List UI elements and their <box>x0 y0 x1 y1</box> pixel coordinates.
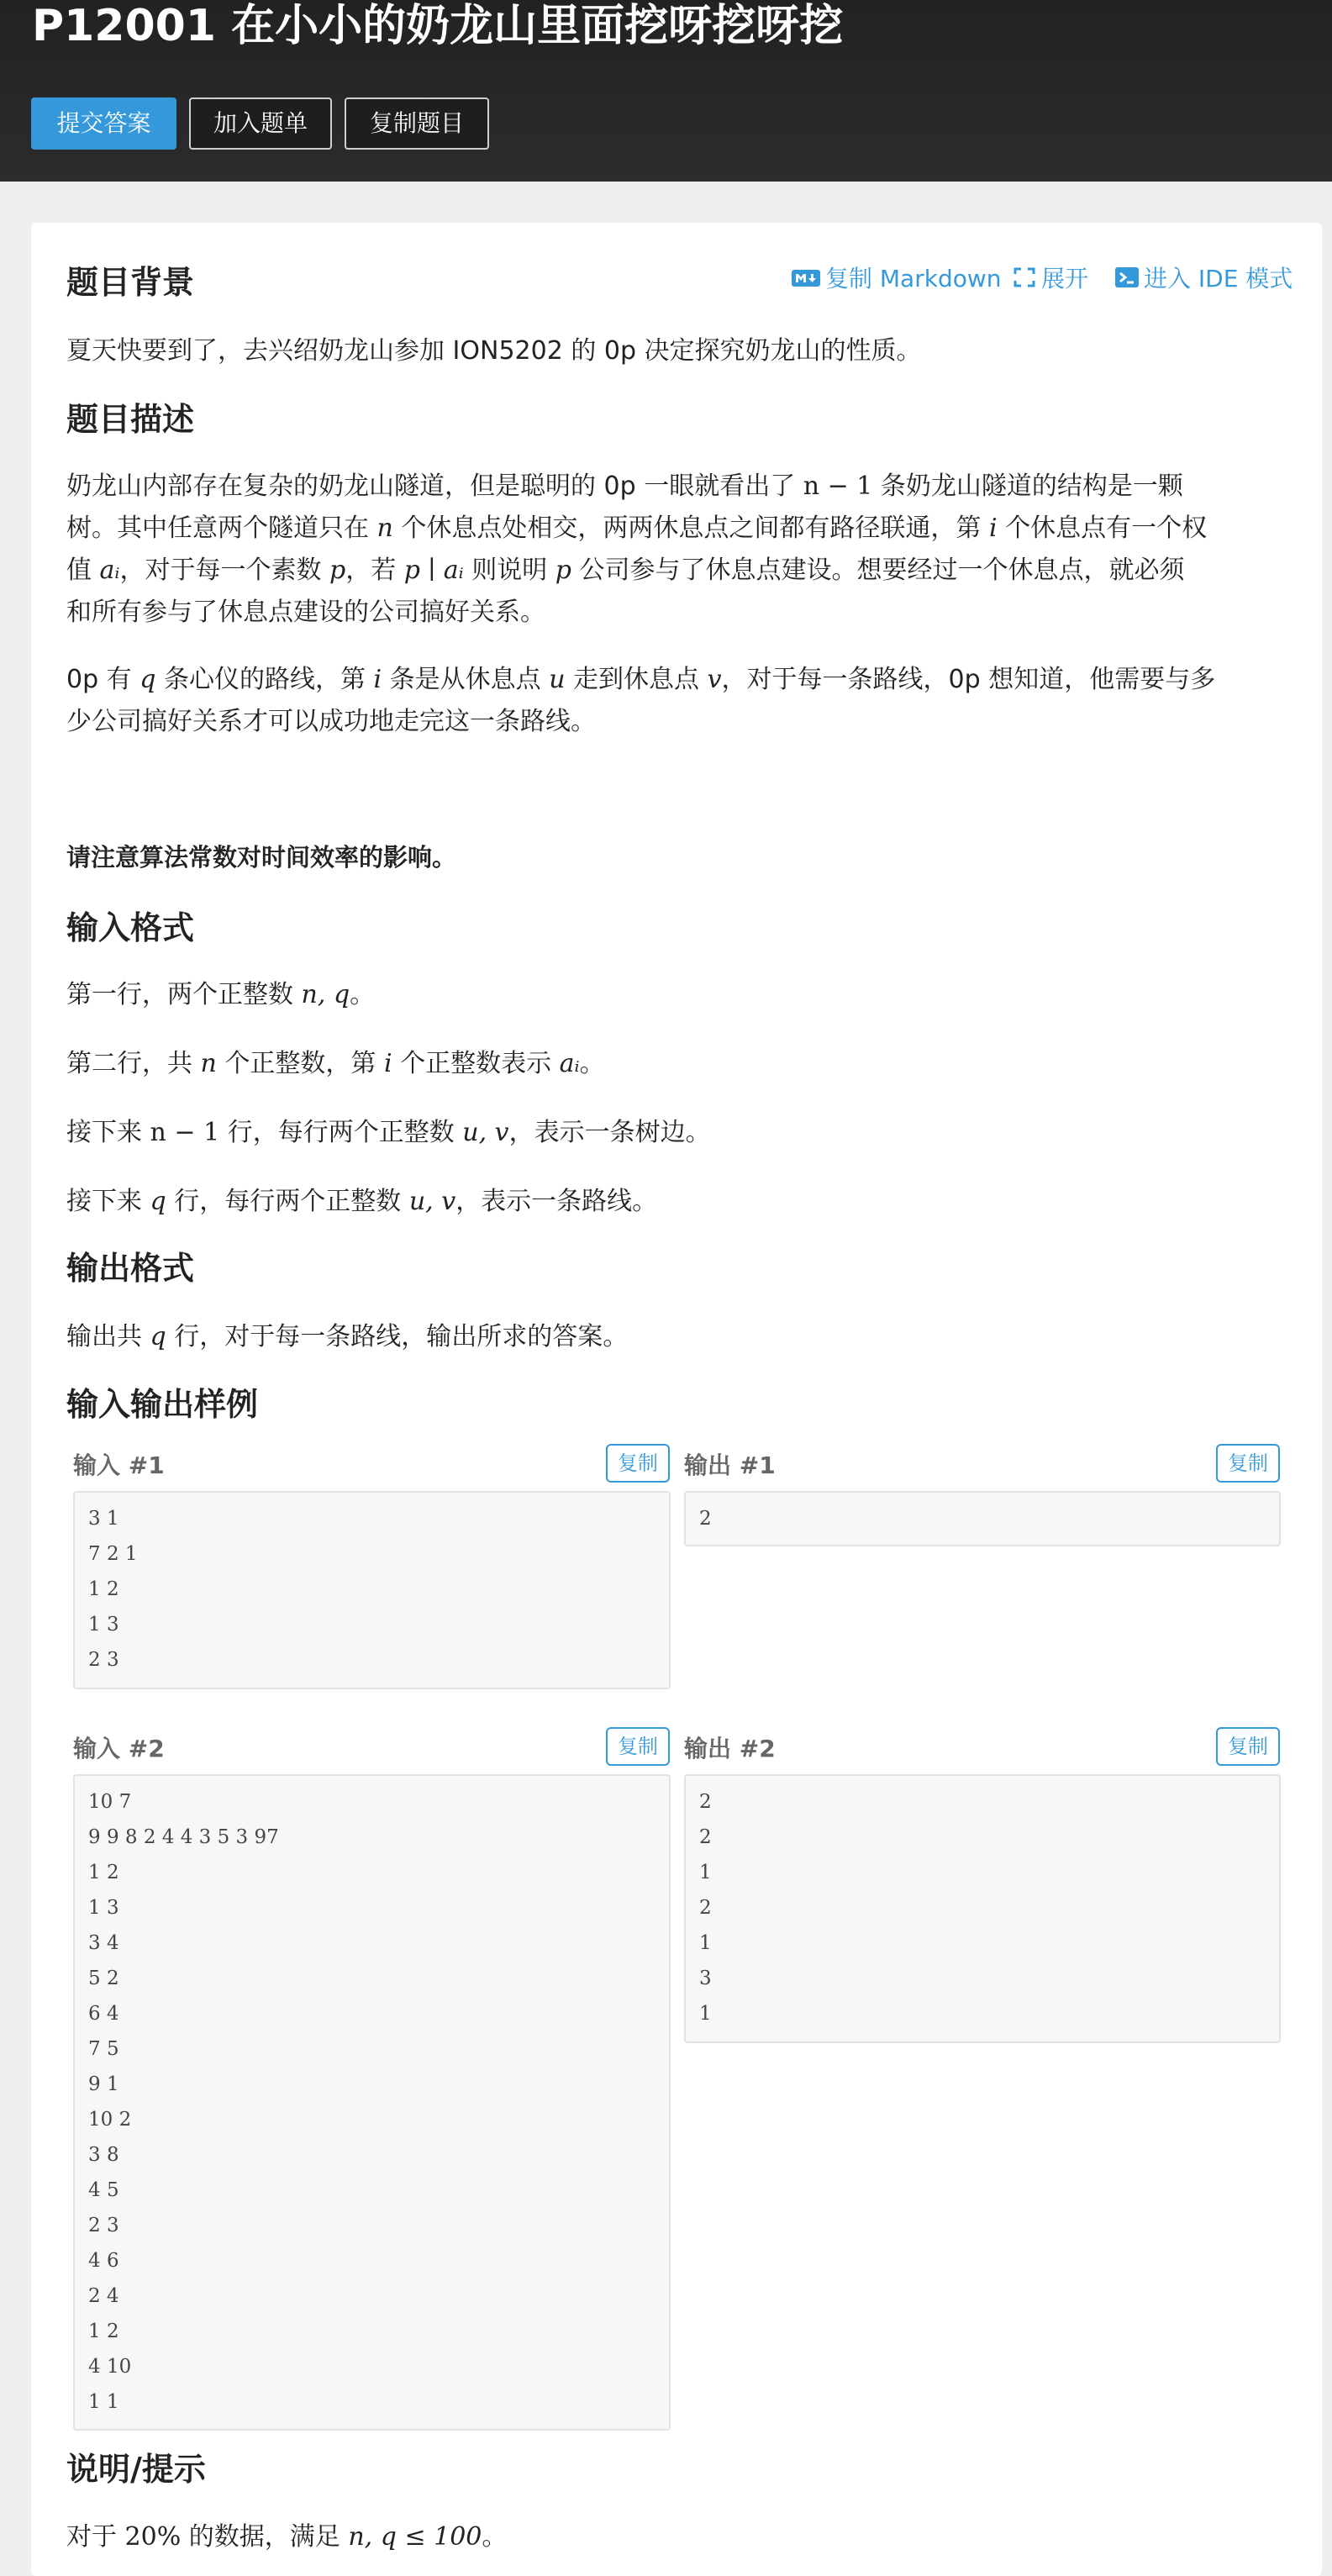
text: 接下来 <box>66 1187 150 1216</box>
text: 值 <box>66 556 100 585</box>
sample-output-1-label: 输出 #1 <box>684 1451 776 1479</box>
text: 树。其中任意两个隧道只在 <box>66 514 377 543</box>
text: 条心仪的路线，第 <box>155 665 374 694</box>
text: 公司参与了休息点建设。想要经过一个休息点，就必须 <box>571 556 1185 585</box>
math: n <box>200 1049 217 1078</box>
sample-line: 7 5 <box>88 2038 119 2060</box>
input-format-line <box>66 1180 1285 1217</box>
problem-header <box>0 0 1332 182</box>
sample-input-2-label: 输入 #2 <box>73 1735 165 1762</box>
text: 。 <box>482 2522 508 2552</box>
sample-line: 2 3 <box>88 1649 119 1671</box>
text: 个正整数表示 <box>392 1049 560 1078</box>
text: ，表示一条树边。 <box>508 1118 711 1147</box>
math: u, v <box>462 1118 509 1147</box>
math: n, q <box>301 980 350 1009</box>
background-text: 夏天快要到了，去兴绍奶龙山参加 ION5202 的 0p 决定探究奶龙山的性质。 <box>66 336 922 366</box>
sample-line: 4 10 <box>88 2356 132 2378</box>
math: q <box>150 1187 166 1216</box>
text: 接下来 <box>66 1118 150 1147</box>
math: 20% <box>124 2522 182 2552</box>
copy-problem-button[interactable]: 复制题目 <box>345 97 489 150</box>
math: p ∣ aᵢ <box>403 556 464 585</box>
text: 对于 <box>66 2522 125 2552</box>
sample-line: 2 <box>699 1897 712 1919</box>
sample-line: 7 2 1 <box>88 1543 138 1565</box>
copy-markdown-label: 复制 Markdown <box>825 265 1002 292</box>
math: i <box>988 514 998 543</box>
sample-line: 1 2 <box>88 2321 119 2342</box>
text: 输出共 <box>66 1322 150 1351</box>
text: 则说明 <box>463 556 555 585</box>
sample-line: 2 <box>699 1791 712 1813</box>
hint-line <box>66 2515 1285 2552</box>
sample-line: 1 <box>699 1932 712 1954</box>
sample-line: 3 1 <box>88 1508 119 1530</box>
text: 走到休息点 <box>565 665 708 694</box>
math: v <box>707 665 722 694</box>
section-heading-background: 题目背景 <box>66 264 195 301</box>
description-line <box>66 507 1285 544</box>
description-line: 少公司搞好关系才可以成功地走完这一条路线。 <box>66 707 596 736</box>
copy-output-1-button[interactable]: 复制 <box>1216 1444 1280 1483</box>
math: n − 1 <box>150 1118 220 1147</box>
text: 奶龙山内部存在复杂的奶龙山隧道，但是聪明的 0p 一眼就看出了 <box>66 471 803 501</box>
text: 个正整数，第 <box>216 1049 384 1078</box>
expand-label: 展开 <box>1041 265 1089 292</box>
text: 个休息点有一个权 <box>997 514 1208 543</box>
copy-output-2-button[interactable]: 复制 <box>1216 1727 1280 1766</box>
sample-line: 1 <box>699 1862 712 1883</box>
sample-line: 2 3 <box>88 2215 119 2236</box>
sample-line: 6 4 <box>88 2003 119 2025</box>
section-heading-samples: 输入输出样例 <box>66 1386 259 1423</box>
output-format-line <box>66 1315 1285 1352</box>
math: p <box>555 556 572 585</box>
performance-note: 请注意算法常数对时间效率的影响。 <box>66 843 457 872</box>
sample-line: 10 7 <box>88 1791 132 1813</box>
ide-mode-label: 进入 IDE 模式 <box>1144 265 1293 292</box>
text: 行，每行两个正整数 <box>166 1187 409 1216</box>
text: ，对于每一条路线，0p 想知道，他需要与多 <box>721 665 1216 694</box>
input-format-line <box>66 1042 1285 1079</box>
expand-link[interactable] <box>1013 261 1088 294</box>
markdown-icon <box>792 266 820 294</box>
text: 条奶龙山隧道的结构是一颗 <box>872 471 1183 501</box>
text: ，对于每一个素数 <box>119 556 330 585</box>
sample-line: 4 6 <box>88 2250 119 2272</box>
sample-input-1-box <box>73 1491 671 1689</box>
sample-line: 9 1 <box>88 2073 119 2095</box>
sample-input-2-box <box>73 1774 671 2431</box>
text: 个休息点处相交，两两休息点之间都有路径联通，第 <box>392 514 989 543</box>
sample-input-1-label: 输入 #1 <box>73 1451 165 1479</box>
math: aᵢ <box>559 1049 580 1078</box>
text: 第二行，共 <box>66 1049 201 1078</box>
sample-line: 10 2 <box>88 2109 132 2131</box>
sample-output-2-box <box>684 1774 1281 2043</box>
ide-mode-link[interactable] <box>1115 261 1293 294</box>
math: n − 1 <box>803 471 873 501</box>
text: 条是从休息点 <box>382 665 550 694</box>
expand-icon <box>1013 266 1036 294</box>
sample-line: 1 1 <box>88 2391 119 2413</box>
math: n <box>376 514 393 543</box>
submit-answer-button[interactable]: 提交答案 <box>31 97 176 150</box>
math: aᵢ <box>99 556 120 585</box>
sample-line: 3 <box>699 1968 712 1989</box>
copy-markdown-link[interactable] <box>792 261 1002 294</box>
input-format-line <box>66 1111 1285 1148</box>
description-line <box>66 465 1285 502</box>
text: ，表示一条路线。 <box>455 1187 658 1216</box>
text: 行，对于每一条路线，输出所求的答案。 <box>166 1322 629 1351</box>
text: 的数据，满足 <box>181 2522 349 2552</box>
text: 。 <box>579 1049 605 1078</box>
section-heading-input-format: 输入格式 <box>66 909 195 946</box>
page-title: P12001 在小小的奶龙山里面挖呀挖呀挖 <box>32 1 844 51</box>
sample-line: 1 2 <box>88 1578 119 1600</box>
sample-line: 2 4 <box>88 2285 119 2307</box>
copy-input-2-button[interactable]: 复制 <box>606 1727 670 1766</box>
math: p <box>329 556 346 585</box>
sample-line: 2 <box>699 1826 712 1848</box>
copy-input-1-button[interactable]: 复制 <box>606 1444 670 1483</box>
add-to-list-button[interactable]: 加入题单 <box>189 97 332 150</box>
description-line <box>66 549 1285 586</box>
sample-line: 1 <box>699 2003 712 2025</box>
section-heading-description: 题目描述 <box>66 401 195 438</box>
text: 行，每行两个正整数 <box>219 1118 463 1147</box>
text: 第一行，两个正整数 <box>66 980 302 1009</box>
math: q <box>150 1322 166 1351</box>
text: 0p 有 <box>66 665 140 694</box>
math: u, v <box>408 1187 456 1216</box>
section-heading-hint: 说明/提示 <box>66 2451 206 2488</box>
math: q <box>140 665 156 694</box>
sample-line: 2 <box>699 1508 712 1530</box>
sample-line: 1 3 <box>88 1897 119 1919</box>
math: i <box>373 665 382 694</box>
math: n, q ≤ 100 <box>348 2522 482 2552</box>
sample-line: 4 5 <box>88 2179 119 2201</box>
sample-output-2-label: 输出 #2 <box>684 1735 776 1762</box>
sample-line: 1 3 <box>88 1614 119 1636</box>
math: u <box>549 665 566 694</box>
description-line: 和所有参与了休息点建设的公司搞好关系。 <box>66 598 545 627</box>
description-line <box>66 658 1285 695</box>
text: 。 <box>350 980 376 1009</box>
sample-output-1-box <box>684 1491 1281 1546</box>
sample-line: 5 2 <box>88 1968 119 1989</box>
section-heading-output-format: 输出格式 <box>66 1250 195 1287</box>
sample-line: 1 2 <box>88 1862 119 1883</box>
sample-line: 9 9 8 2 4 4 3 5 3 97 <box>88 1826 279 1848</box>
text: ，若 <box>345 556 404 585</box>
math: i <box>383 1049 392 1078</box>
sample-line: 3 4 <box>88 1932 119 1954</box>
input-format-line <box>66 973 1285 1010</box>
sample-line: 3 8 <box>88 2144 119 2166</box>
terminal-icon <box>1115 266 1139 294</box>
